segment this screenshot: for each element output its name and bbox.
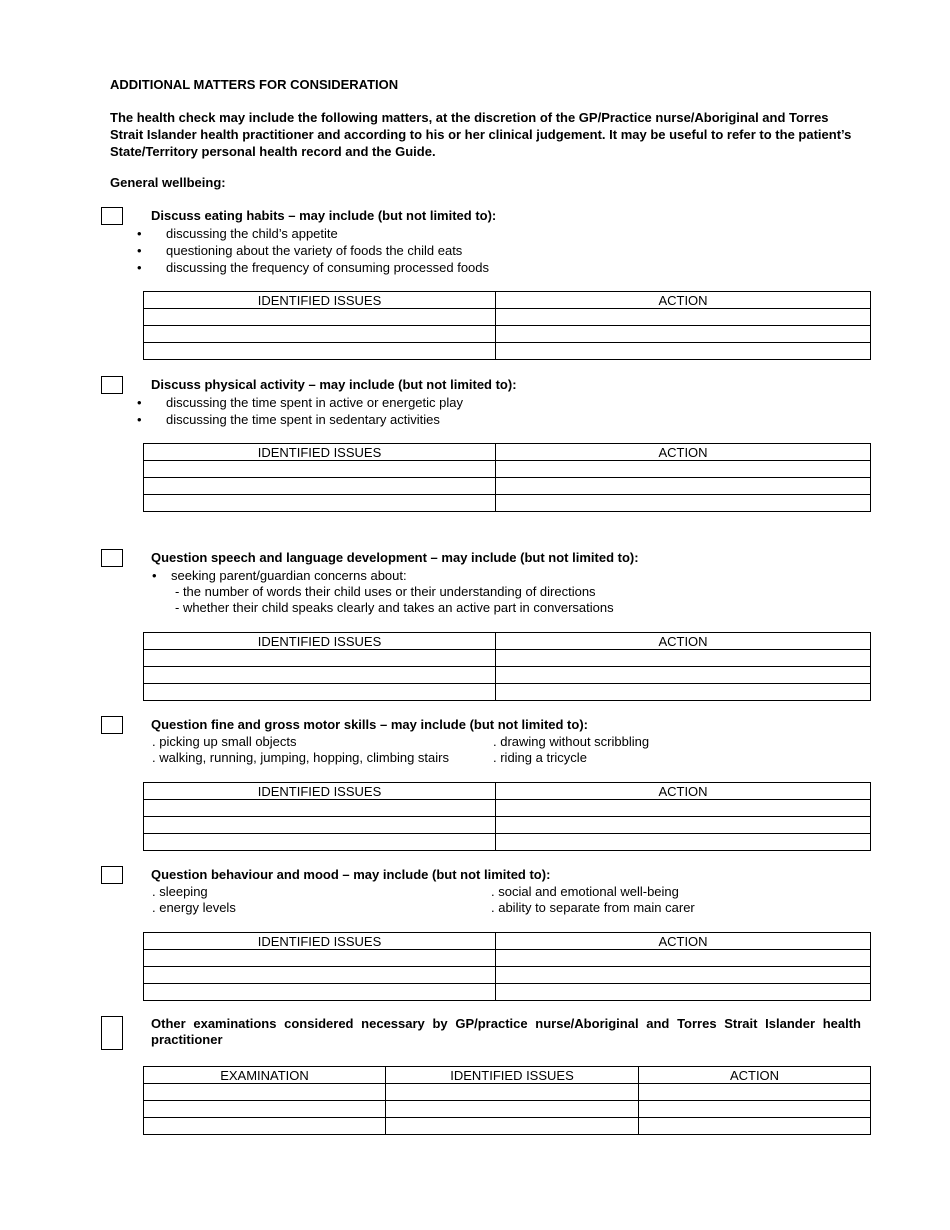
issue-cell[interactable] [144,800,496,817]
action-header: ACTION [639,1067,871,1084]
speech-heading: Question speech and language development – may include (but not limited to): [151,550,639,565]
action-cell[interactable] [496,478,871,495]
motor-heading: Question fine and gross motor skills – may include (but not limited to): [151,717,588,732]
other-examinations-table [143,1066,871,1135]
behaviour-heading: Question behaviour and mood – may include (but not limited to): [151,867,551,882]
issue-cell[interactable] [144,343,496,360]
speech-checkbox[interactable] [101,549,123,567]
eating-checkbox[interactable] [101,207,123,225]
list-item: • discussing the frequency of consuming processed foods [137,260,490,275]
issues-header: IDENTIFIED ISSUES [144,292,496,309]
issue-cell[interactable] [144,326,496,343]
issues-header: IDENTIFIED ISSUES [386,1067,639,1084]
action-cell[interactable] [496,495,871,512]
issue-cell[interactable] [386,1101,639,1118]
examination-header: EXAMINATION [144,1067,386,1084]
action-cell[interactable] [639,1118,871,1135]
action-cell[interactable] [496,984,871,1001]
general-wellbeing-heading: General wellbeing: [110,175,226,190]
list-item: . energy levels [152,900,236,915]
action-cell[interactable] [639,1084,871,1101]
examination-cell[interactable] [144,1118,386,1135]
issue-cell[interactable] [144,478,496,495]
action-header: ACTION [496,783,871,800]
other-checkbox[interactable] [101,1016,123,1050]
issue-cell[interactable] [144,950,496,967]
issue-cell[interactable] [144,834,496,851]
list-item: • discussing the time spent in active or energetic play [137,395,463,410]
issue-cell[interactable] [144,461,496,478]
behaviour-checkbox[interactable] [101,866,123,884]
physical-checkbox[interactable] [101,376,123,394]
issue-cell[interactable] [144,650,496,667]
issue-cell[interactable] [144,667,496,684]
list-item: • seeking parent/guardian concerns about: [152,568,407,583]
action-cell[interactable] [496,967,871,984]
action-cell[interactable] [496,950,871,967]
action-header: ACTION [496,292,871,309]
issue-cell[interactable] [144,817,496,834]
list-item: • discussing the time spent in sedentary activities [137,412,440,427]
physical-heading: Discuss physical activity – may include (but not limited to): [151,377,517,392]
issues-header: IDENTIFIED ISSUES [144,783,496,800]
list-item: . drawing without scribbling [493,734,650,749]
examination-cell[interactable] [144,1084,386,1101]
action-cell[interactable] [496,800,871,817]
page-title: ADDITIONAL MATTERS FOR CONSIDERATION [110,77,399,92]
action-cell[interactable] [496,650,871,667]
action-cell[interactable] [496,817,871,834]
list-item: • questioning about the variety of foods the child eats [137,243,463,258]
list-item: . sleeping [152,884,208,899]
eating-heading: Discuss eating habits – may include (but not limited to): [151,208,497,223]
behaviour-issues-table [143,932,871,1001]
issue-cell[interactable] [144,495,496,512]
list-item: . riding a tricycle [493,750,587,765]
action-cell[interactable] [496,667,871,684]
physical-issues-table [143,443,871,512]
list-item: . walking, running, jumping, hopping, climbing stairs [152,750,449,765]
action-cell[interactable] [496,326,871,343]
list-item: . ability to separate from main carer [491,900,695,915]
action-cell[interactable] [496,309,871,326]
issue-cell[interactable] [386,1084,639,1101]
action-cell[interactable] [496,684,871,701]
issue-cell[interactable] [144,967,496,984]
action-cell[interactable] [496,834,871,851]
issues-header: IDENTIFIED ISSUES [144,933,496,950]
issues-header: IDENTIFIED ISSUES [144,633,496,650]
examination-cell[interactable] [144,1101,386,1118]
action-header: ACTION [496,933,871,950]
issues-header: IDENTIFIED ISSUES [144,444,496,461]
issue-cell[interactable] [144,309,496,326]
issue-cell[interactable] [386,1118,639,1135]
eating-issues-table [143,291,871,360]
action-cell[interactable] [496,461,871,478]
sub-item: - whether their child speaks clearly and takes an active part in conversations [175,600,614,615]
action-header: ACTION [496,444,871,461]
other-heading: Other examinations considered necessary by GP/practice nurse/Aboriginal and Torres Strait Islander health practitioner [151,1016,861,1047]
action-cell[interactable] [639,1101,871,1118]
motor-issues-table [143,782,871,851]
list-item: • discussing the child’s appetite [137,226,338,241]
issue-cell[interactable] [144,984,496,1001]
list-item: . picking up small objects [152,734,297,749]
action-cell[interactable] [496,343,871,360]
motor-checkbox[interactable] [101,716,123,734]
speech-issues-table [143,632,871,701]
sub-item: - the number of words their child uses or their understanding of directions [175,584,596,599]
list-item: . social and emotional well-being [491,884,679,899]
issue-cell[interactable] [144,684,496,701]
intro-text: The health check may include the following matters, at the discretion of the GP/Practice nurse/Aboriginal and Torres Strait Islander health practitioner and according to his or her clinical judgement. It may be useful to refer to the patient’s State/Territory personal health record and the Guide. [110,110,852,159]
action-header: ACTION [496,633,871,650]
